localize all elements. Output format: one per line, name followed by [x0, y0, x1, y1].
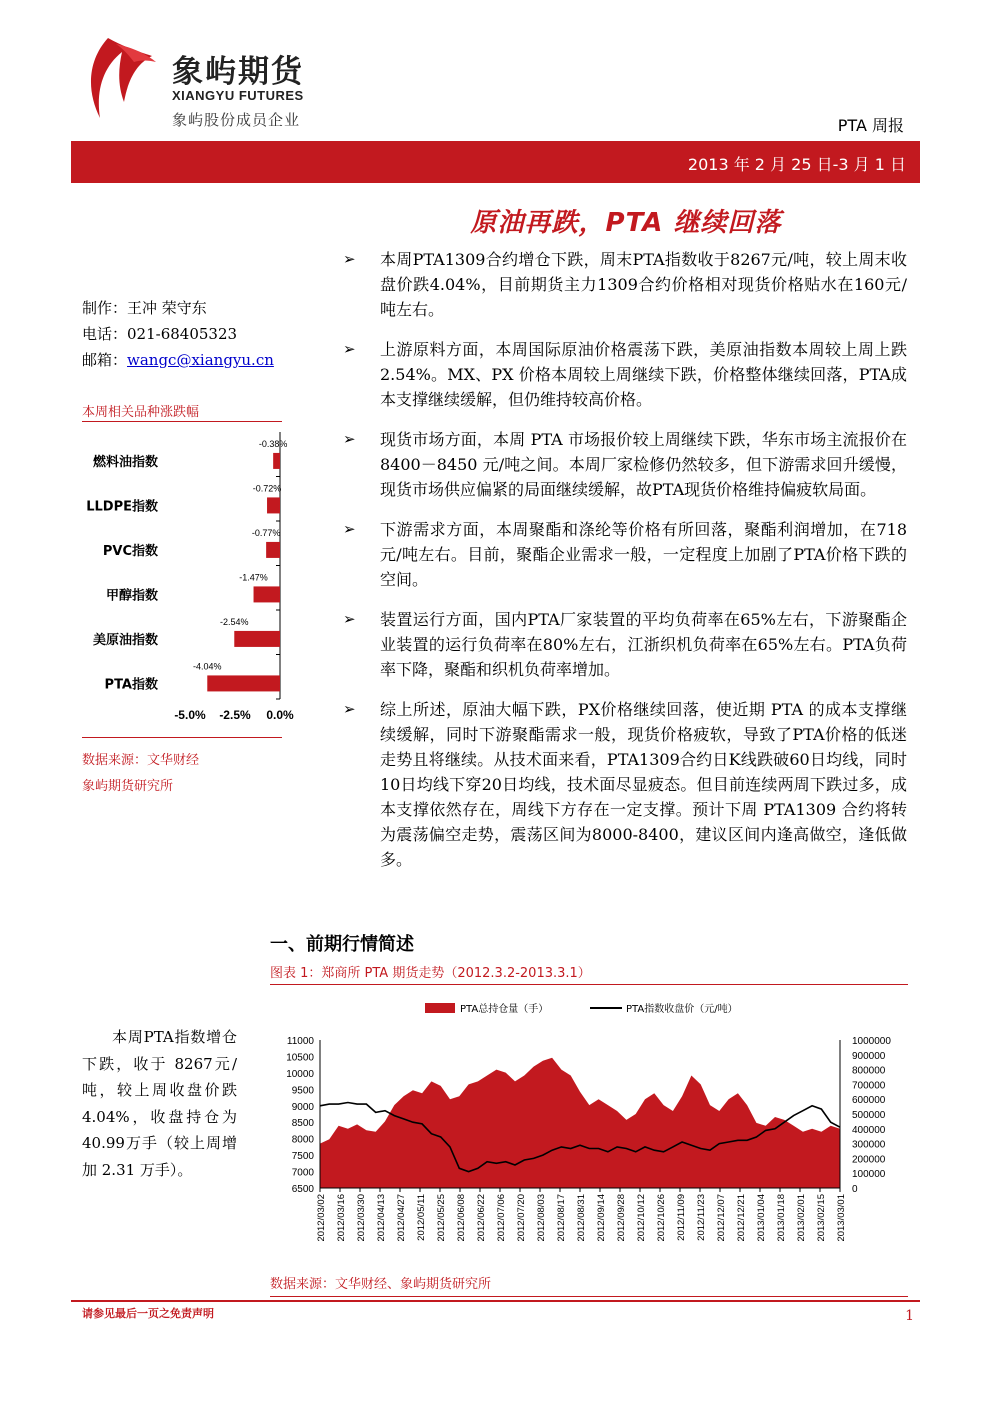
- divider: [270, 984, 908, 985]
- page-number: 1: [905, 1308, 914, 1324]
- y-tick-label-right: 1000000: [852, 1036, 891, 1047]
- author-phone: 电话：021-68405323: [82, 325, 238, 343]
- author-block: [82, 295, 274, 373]
- category-label: 燃料油指数: [92, 454, 158, 470]
- side-note: 本周PTA指数增仓下跌，收于 8267元/吨，较上周收盘价跌 4.04%，收盘持仓为40.99万手（较上周增加 2.31 万手）。: [82, 1028, 237, 1179]
- xiangyu-logo-mark-icon: [78, 30, 168, 120]
- email-link[interactable]: wangc@xiangyu.cn: [127, 351, 274, 369]
- source-line: 数据来源：文华财经: [82, 753, 200, 768]
- bar: [234, 631, 280, 647]
- arrow-bullet-icon: ➢: [343, 340, 356, 358]
- x-tick-label: 2012/07/20: [516, 1194, 527, 1242]
- x-tick-label: 2012/09/14: [596, 1194, 607, 1242]
- y-tick-label-left: 9500: [291, 1085, 314, 1097]
- bullet-item: [343, 607, 907, 682]
- x-tick-label: 2013/02/01: [796, 1194, 807, 1242]
- x-tick-label: 2012/04/27: [396, 1194, 407, 1242]
- y-tick-label-right: 0: [852, 1184, 858, 1195]
- legend-label: PTA指数收盘价（元/吨）: [626, 1004, 738, 1015]
- y-tick-label-left: 11000: [286, 1036, 314, 1047]
- data-label: -1.47%: [239, 572, 268, 583]
- x-tick-label: 2012/10/26: [656, 1194, 667, 1242]
- bullet-item: [343, 427, 907, 502]
- legend-label: PTA总持仓量（手）: [460, 1004, 549, 1015]
- x-tick-label: 2012/08/03: [536, 1194, 547, 1242]
- x-tick-label: 2012/03/30: [356, 1194, 367, 1242]
- category-label: PTA指数: [104, 677, 158, 693]
- series-area-open-interest: [320, 1058, 840, 1188]
- small-chart-source: [82, 748, 199, 800]
- y-tick-label-left: 7500: [291, 1151, 314, 1163]
- category-label: 甲醇指数: [105, 588, 158, 604]
- y-tick-label-left: 6500: [291, 1184, 314, 1195]
- data-label: -0.77%: [251, 527, 281, 538]
- bar: [207, 675, 280, 691]
- bullet-text: 本周PTA1309合约增仓下跌，周末PTA指数收于8267元/吨，较上周末收盘价跌4.04%，目前期货主力1309合约价格相对现货价格贴水在160元/吨左右。: [380, 250, 907, 319]
- change-bar-chart: [82, 428, 302, 728]
- x-tick-label: 2012/10/12: [636, 1194, 647, 1242]
- bullet-item: [343, 337, 907, 412]
- x-tick-label: 2013/01/04: [756, 1194, 767, 1242]
- bar: [273, 453, 280, 469]
- x-tick-label: 2012/09/28: [616, 1194, 627, 1242]
- y-tick-label-left: 8500: [291, 1118, 314, 1130]
- data-label: -2.54%: [220, 616, 249, 627]
- y-tick-label-right: 800000: [852, 1065, 886, 1077]
- x-tick-label: 2012/06/08: [456, 1194, 467, 1242]
- x-tick-label: 0.0%: [266, 708, 294, 722]
- report-type: PTA 周报: [837, 116, 904, 135]
- arrow-bullet-icon: ➢: [343, 250, 356, 268]
- bullet-text: 上游原料方面，本周国际原油价格震荡下跌，美原油指数本周较上周上跌 2.54%。MX、PX 价格本周较上周继续下跌，价格整体继续回落，PTA成本支撑继续缓解，但仍维持较高价格。: [380, 340, 907, 409]
- divider: [82, 737, 282, 738]
- x-tick-label: 2013/01/18: [776, 1194, 787, 1242]
- divider: [270, 1296, 908, 1297]
- bullet-item: [343, 697, 907, 872]
- arrow-bullet-icon: ➢: [343, 520, 356, 538]
- author-email-row: [82, 347, 274, 373]
- x-tick-label: 2012/11/23: [696, 1194, 707, 1241]
- logo-chinese-name: 象屿期货: [172, 54, 304, 90]
- source-line: 象屿期货研究所: [82, 779, 174, 794]
- x-tick-label: 2012/07/06: [496, 1194, 507, 1242]
- y-tick-label-left: 9000: [291, 1101, 314, 1113]
- legend-swatch: [425, 1003, 455, 1013]
- y-tick-label-left: 8000: [291, 1134, 314, 1146]
- bar: [254, 586, 280, 602]
- footer-rule: [71, 1300, 920, 1302]
- y-tick-label-right: 400000: [852, 1124, 886, 1136]
- category-label: PVC指数: [102, 543, 158, 559]
- bullet-text: 综上所述，原油大幅下跌，PX价格继续回落，使近期 PTA 的成本支撑继续缓解，同时下游聚酯需求一般，现货价格疲软，导致了PTA价格的低迷走势且将继续。从技术面来看，PTA1309合约日K线跌破60日均线，同时10日均线下穿20日均线，技术面尽显疲态。但目前连续两周下跌过多，成本支撑依然存在，周线下方存在一定支撑。预计下周 PTA1309 合约将转为震荡偏空走势，震荡区间为8000-8400，建议区间内逢高做空，逢低做多。: [380, 700, 907, 869]
- category-label: LLDPE指数: [86, 499, 158, 515]
- y-tick-label-right: 300000: [852, 1139, 886, 1151]
- x-tick-label: 2012/05/25: [436, 1194, 447, 1242]
- figure-source: 数据来源：文华财经、象屿期货研究所: [270, 1277, 492, 1292]
- email-label: 邮箱：: [82, 351, 128, 369]
- data-label: -0.72%: [252, 483, 282, 494]
- x-tick-label: 2012/05/11: [416, 1194, 427, 1241]
- data-label: -4.04%: [193, 661, 222, 672]
- y-tick-label-right: 500000: [852, 1110, 886, 1121]
- bar: [267, 497, 280, 513]
- summary-bullets: [343, 247, 907, 887]
- x-tick-label: 2012/06/22: [476, 1194, 487, 1242]
- x-tick-label: 2012/08/31: [576, 1194, 587, 1242]
- bullet-text: 现货市场方面，本周 PTA 市场报价较上周继续下跌，华东市场主流报价在 8400－8450 元/吨之间。本周厂家检修仍然较多，但下游需求回升缓慢，现货市场供应偏紧的局面继续缓解，故PTA现货价格维持偏疲软局面。: [380, 430, 907, 499]
- x-tick-label: 2012/12/07: [716, 1194, 727, 1242]
- bullet-item: [343, 247, 907, 322]
- x-tick-label: 2012/11/09: [676, 1194, 687, 1241]
- y-tick-label-right: 100000: [852, 1169, 886, 1181]
- small-chart-heading: 本周相关品种涨跌幅: [82, 405, 200, 420]
- author-maker: 制作：王冲 荣守东: [82, 299, 207, 317]
- x-tick-label: 2012/04/13: [376, 1194, 387, 1242]
- y-tick-label-right: 600000: [852, 1095, 886, 1107]
- figure-title: 图表 1：郑商所 PTA 期货走势（2012.3.2-2013.3.1）: [270, 966, 591, 981]
- x-tick-label: 2012/08/17: [556, 1194, 567, 1242]
- y-tick-label-left: 10000: [286, 1068, 314, 1080]
- y-tick-label-left: 7000: [291, 1167, 314, 1179]
- data-label: -0.38%: [258, 438, 288, 449]
- bullet-item: [343, 517, 907, 592]
- date-range: 2013 年 2 月 25 日-3 月 1 日: [687, 155, 906, 174]
- category-label: 美原油指数: [92, 632, 158, 648]
- disclaimer-note: 请参见最后一页之免责声明: [82, 1307, 214, 1320]
- bar: [266, 542, 280, 558]
- x-tick-label: 2013/03/01: [836, 1194, 847, 1242]
- x-tick-label: -5.0%: [174, 708, 206, 722]
- x-tick-label: 2012/03/16: [336, 1194, 347, 1242]
- y-tick-label-right: 700000: [852, 1080, 886, 1092]
- y-tick-label-right: 900000: [852, 1050, 886, 1062]
- section-title: 一、前期行情简述: [270, 934, 414, 955]
- x-tick-label: 2013/02/15: [816, 1194, 827, 1242]
- arrow-bullet-icon: ➢: [343, 610, 356, 628]
- x-tick-label: 2012/03/02: [316, 1194, 327, 1242]
- bullet-text: 装置运行方面，国内PTA厂家装置的平均负荷率在65%左右，下游聚酯企业装置的运行负荷率在80%左右，江浙织机负荷率在65%左右。PTA负荷率下降，聚酯和织机负荷率增加。: [380, 610, 907, 679]
- x-tick-label: -2.5%: [219, 708, 251, 722]
- logo-english-name: XIANGYU FUTURES: [172, 88, 304, 103]
- bullet-text: 下游需求方面，本周聚酯和涤纶等价格有所回落，聚酯利润增加，在718元/吨左右。目前，聚酯企业需求一般，一定程度上加剧了PTA价格下跌的空间。: [380, 520, 907, 589]
- divider: [82, 421, 282, 422]
- arrow-bullet-icon: ➢: [343, 430, 356, 448]
- y-tick-label-right: 200000: [852, 1154, 886, 1166]
- report-title: 原油再跌，PTA 继续回落: [470, 208, 782, 238]
- y-tick-label-left: 10500: [286, 1052, 314, 1064]
- pta-futures-chart: [270, 990, 908, 1270]
- logo-subtitle: 象屿股份成员企业: [172, 111, 301, 129]
- x-tick-label: 2012/12/21: [736, 1194, 747, 1242]
- arrow-bullet-icon: ➢: [343, 700, 356, 718]
